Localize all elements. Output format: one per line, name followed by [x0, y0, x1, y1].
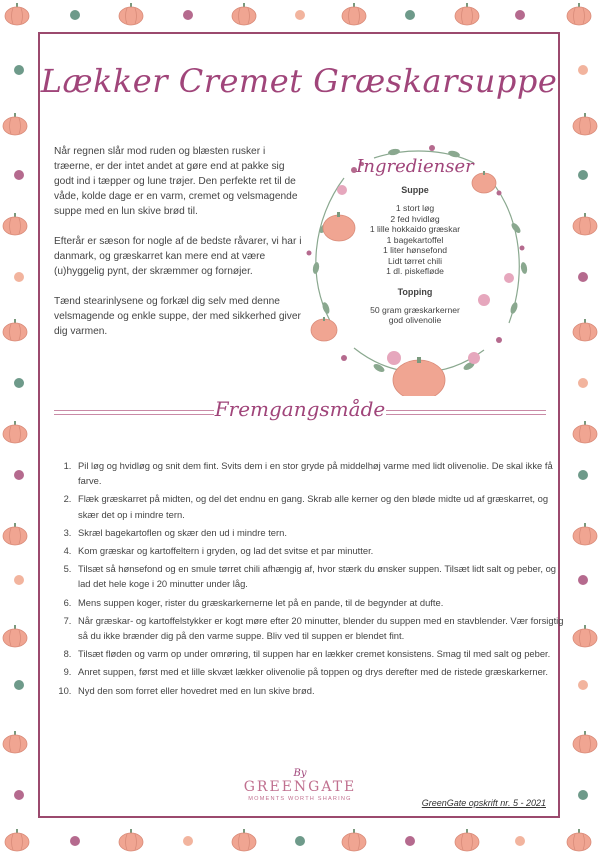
decor-dot	[14, 65, 24, 75]
soup-label: Suppe	[401, 185, 429, 195]
decor-dot	[578, 790, 588, 800]
pumpkin-icon	[341, 828, 367, 852]
step-item: 3. Skræl bagekartoflen og skær den ud i mindre tern.	[74, 525, 568, 540]
decor-dot	[70, 10, 80, 20]
pumpkin-icon	[572, 420, 598, 444]
decor-dot	[405, 10, 415, 20]
decor-dot	[14, 170, 24, 180]
pumpkin-icon	[2, 212, 28, 236]
decor-dot	[515, 836, 525, 846]
recipe-card	[38, 32, 564, 818]
step-item: 5. Tilsæt så hønsefond og en smule tørret chili afhængig af, hvor stærk du ønsker suppen. Tilsæt lidt salt og peber, og lad det hele koge i 20 minutter under låg.	[74, 561, 568, 591]
pumpkin-icon	[2, 522, 28, 546]
list-item: god olivenolie	[388, 315, 442, 325]
pumpkin-icon	[454, 828, 480, 852]
decor-dot	[295, 10, 305, 20]
pumpkin-icon	[231, 2, 257, 26]
decor-dot	[578, 170, 588, 180]
pumpkin-icon	[2, 730, 28, 754]
pumpkin-icon	[2, 624, 28, 648]
topping-ingredient-list	[340, 305, 490, 326]
logo-tagline: MOMENTS WORTH SHARING	[248, 796, 352, 802]
page-title: Lækker Cremet Græskarsuppe	[40, 62, 558, 100]
decor-dot	[578, 378, 588, 388]
pumpkin-icon	[454, 2, 480, 26]
decor-dot	[578, 470, 588, 480]
method-heading	[54, 394, 546, 424]
method-title: Fremgangsmåde	[214, 397, 386, 421]
list-item: 1 liter hønsefond	[382, 245, 447, 255]
decor-dot	[578, 575, 588, 585]
step-item: 6. Mens suppen koger, rister du græskarkernerne let på en pande, til de begynder at dufte.	[74, 595, 568, 610]
step-item: 1. Pil løg og hvidløg og snit dem fint. Svits dem i en stor gryde på middelhøj varme med lidt olivenolie. De skal ikke få farve.	[74, 458, 568, 488]
step-item: 9. Anret suppen, først med et lille skvæt lækker olivenolie på toppen og drys derefter med de ristede græskarkerner.	[74, 664, 568, 679]
pumpkin-icon	[572, 730, 598, 754]
pumpkin-icon	[572, 112, 598, 136]
list-item: 1 lille hokkaido græskar	[369, 224, 461, 234]
list-item: 50 gram græskarkerner	[370, 304, 460, 315]
list-item: 1 dl. piskefløde	[386, 266, 444, 276]
decor-dot	[183, 836, 193, 846]
step-item: 4. Kom græskar og kartoffeltern i gryden, og lad det svitse et par minutter.	[74, 543, 568, 558]
step-item: 10. Nyd den som forret eller hovedret med en lun skive brød.	[74, 683, 568, 698]
list-item: 2 fed hvidløg	[390, 213, 440, 224]
pumpkin-icon	[572, 522, 598, 546]
decor-dot	[14, 575, 24, 585]
pumpkin-icon	[118, 2, 144, 26]
list-item: 1 bagekartoffel	[386, 234, 444, 245]
pumpkin-icon	[566, 2, 592, 26]
pumpkin-icon	[231, 828, 257, 852]
pumpkin-icon	[566, 828, 592, 852]
step-item: 8. Tilsæt fløden og varm op under omrøring, til suppen har en lækker cremet konsistens. Smag til med salt og peber.	[74, 646, 568, 661]
step-item: 7. Når græskar- og kartoffelstykker er kogt møre efter 20 minutter, blender du suppen med en stavblender. Vær forsigtig så du ikke brænder dig på den varme suppe. Bliv ved til suppen er blendet fint.	[74, 613, 568, 643]
topping-label: Topping	[397, 286, 433, 297]
ingredients-panel	[340, 156, 490, 326]
pumpkin-icon	[341, 2, 367, 26]
pumpkin-icon	[2, 112, 28, 136]
decor-dot	[295, 836, 305, 846]
pumpkin-icon	[2, 420, 28, 444]
decor-dot	[70, 836, 80, 846]
list-item: 1 stort løg	[395, 203, 435, 213]
pumpkin-icon	[572, 318, 598, 342]
decor-dot	[14, 272, 24, 282]
decor-dot	[405, 836, 415, 846]
pumpkin-icon	[4, 2, 30, 26]
method-steps	[52, 458, 568, 701]
decor-dot	[183, 10, 193, 20]
pumpkin-icon	[572, 212, 598, 236]
decor-dot	[578, 680, 588, 690]
decor-dot	[14, 790, 24, 800]
pumpkin-icon	[572, 624, 598, 648]
decor-dot	[14, 470, 24, 480]
decor-dot	[515, 10, 525, 20]
pumpkin-icon	[118, 828, 144, 852]
intro-text	[54, 144, 302, 354]
pumpkin-icon	[2, 318, 28, 342]
decor-dot	[578, 65, 588, 75]
step-item: 2. Flæk græskarret på midten, og del det endnu en gang. Skrab alle kerner og den bløde midte ud af græskarret, og skær det op i mindre tern.	[74, 491, 568, 521]
soup-ingredient-list	[340, 203, 490, 277]
logo-brand: GREENGATE	[243, 779, 357, 795]
ingredients-title: Ingredienser	[356, 156, 474, 177]
pumpkin-icon	[4, 828, 30, 852]
greengate-logo	[240, 768, 360, 802]
intro-paragraph: Når regnen slår mod ruden og blæsten rusker i træerne, er der intet andet at gøre end at pakke sig godt ind i tæpper og lune trøjer. Den perfekte ret til de våde, kolde dage er en varm, cremet og velsmagende suppe med en lun skive brød til.	[54, 146, 298, 217]
recipe-number-note: GreenGate opskrift nr. 5 - 2021	[421, 798, 546, 808]
decor-dot	[14, 378, 24, 388]
intro-paragraph: Tænd stearinlysene og forkæl dig selv med denne velsmagende og enkle suppe, der med sikkerhed giver dig varmen.	[54, 296, 301, 337]
list-item: Lidt tørret chili	[388, 255, 442, 266]
decor-dot	[578, 272, 588, 282]
logo-by: By	[293, 768, 307, 779]
intro-paragraph: Efterår er sæson for nogle af de bedste råvarer, vi har i danmark, og græskarret kan mere end at være (u)hyggelig pynt, der skræmmer og fornøjer.	[54, 236, 302, 277]
decor-dot	[14, 680, 24, 690]
